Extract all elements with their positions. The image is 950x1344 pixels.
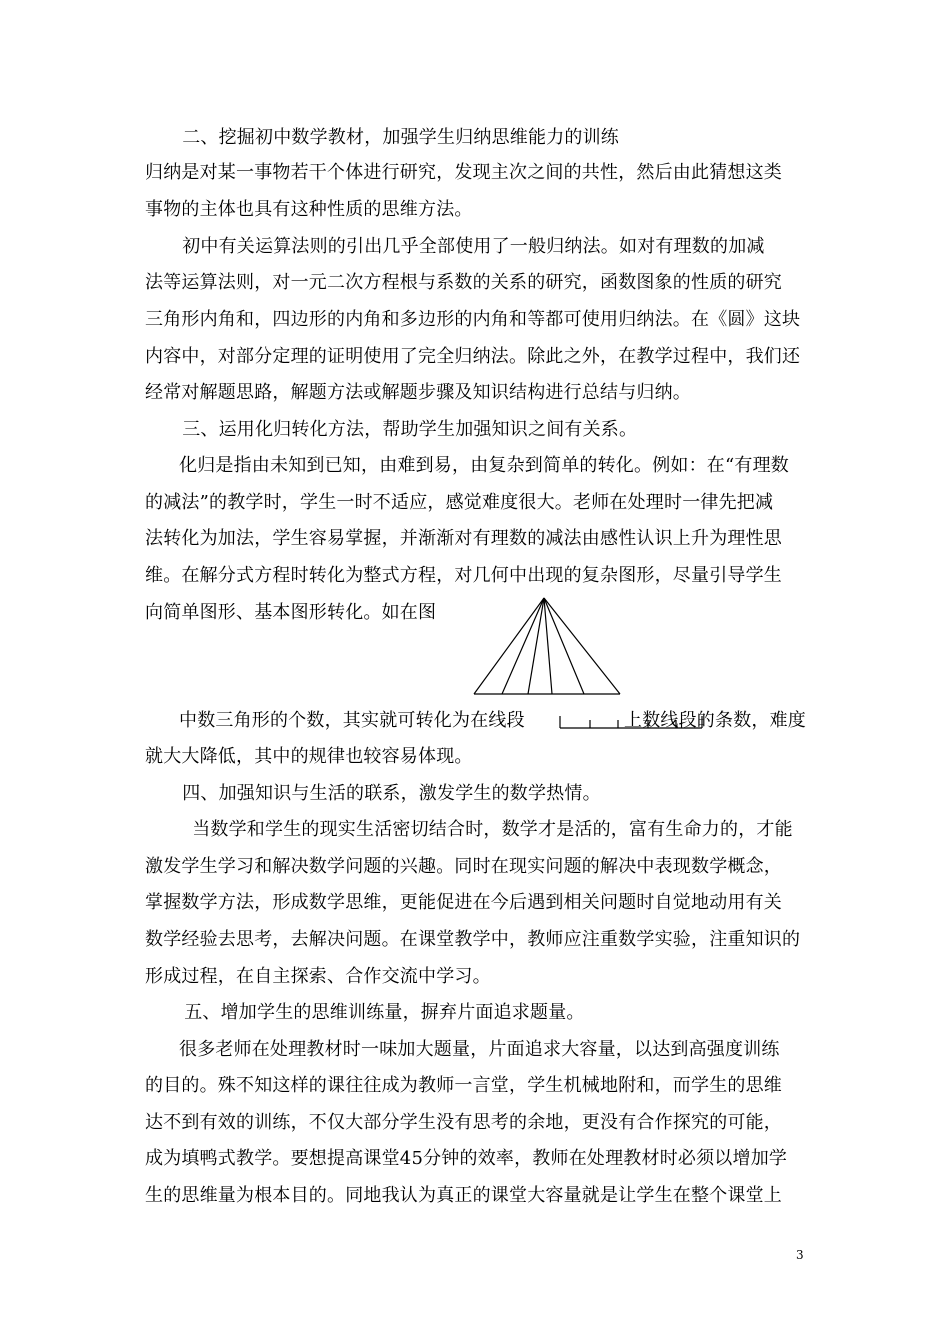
fan-line [528,598,544,694]
paragraph-line: 激发学生学习和解决数学问题的兴趣。同时在现实问题的解决中表现数学概念， [145,856,782,877]
paragraph-line: 中数三角形的个数，其实就可转化为在线段 [179,710,525,731]
paragraph-line: 初中有关运算法则的引出几乎全部使用了一般归纳法。如对有理数的加减 [164,236,765,257]
paragraph-line: 生的思维量为根本目的。同地我认为真正的课堂大容量就是让学生在整个课堂上 [145,1185,782,1206]
paragraph-line: 内容中，对部分定理的证明使用了完全归纳法。除此之外，在教学过程中，我们还 [145,346,801,367]
section-heading-5: 五、增加学生的思维训练量，摒弃片面追求题量。 [166,1002,585,1023]
paragraph-line: 上数线段的条数，难度 [624,710,806,731]
section-heading-2: 二、挖掘初中数学教材，加强学生归纳思维能力的训练 [164,127,619,148]
paragraph-line: 当数学和学生的现实生活密切结合时，数学才是活的，富有生命力的，才能 [174,819,793,840]
paragraph-line: 形成过程，在自主探索、合作交流中学习。 [145,966,491,987]
paragraph-line: 达不到有效的训练，不仅大部分学生没有思考的余地，更没有合作探究的可能， [145,1112,782,1133]
page-number: 3 [796,1248,804,1262]
paragraph-line: 的减法”的教学时，学生一时不适应，感觉难度很大。老师在处理时一律先把减 [145,492,774,513]
fan-triangle-figure [470,594,630,698]
section-heading-4: 四、加强知识与生活的联系，激发学生的数学热情。 [164,783,601,804]
triangle-right-side [544,598,620,694]
paragraph-line: 向简单图形、基本图形转化。如在图 [145,602,437,623]
fan-line [544,598,584,694]
paragraph-line: 数学经验去思考，去解决问题。在课堂教学中，教师应注重数学实验，注重知识的 [145,929,801,950]
paragraph-line: 化归是指由未知到已知，由难到易，由复杂到简单的转化。例如：在“有理数 [179,455,789,476]
paragraph-line: 事物的主体也具有这种性质的思维方法。 [145,199,473,220]
triangle-left-side [474,598,544,694]
paragraph-line: 掌握数学方法，形成数学思维，更能促进在今后遇到相关问题时自觉地动用有关 [145,892,782,913]
paragraph-line: 法等运算法则，对一元二次方程根与系数的关系的研究，函数图象的性质的研究 [145,272,782,293]
paragraph-line: 就大大降低，其中的规律也较容易体现。 [145,746,473,767]
paragraph-line: 归纳是对某一事物若干个体进行研究，发现主次之间的共性，然后由此猜想这类 [145,162,782,183]
section-heading-3: 三、运用化归转化方法，帮助学生加强知识之间有关系。 [164,419,638,440]
paragraph-line: 三角形内角和，四边形的内角和多边形的内角和等都可使用归纳法。在《圆》这块 [145,309,801,330]
paragraph-line: 成为填鸭式教学。要想提高课堂45分钟的效率，教师在处理教材时必须以增加学 [145,1148,788,1169]
fan-line [544,598,552,694]
paragraph-line: 维。在解分式方程时转化为整式方程，对几何中出现的复杂图形，尽量引导学生 [145,565,782,586]
paragraph-line: 的目的。殊不知这样的课往往成为教师一言堂，学生机械地附和，而学生的思维 [145,1075,782,1096]
paragraph-line: 法转化为加法，学生容易掌握，并渐渐对有理数的减法由感性认识上升为理性思 [145,528,782,549]
paragraph-line: 很多老师在处理教材时一味加大题量，片面追求大容量，以达到高强度训练 [179,1039,780,1060]
paragraph-line: 经常对解题思路，解题方法或解题步骤及知识结构进行总结与归纳。 [145,382,691,403]
